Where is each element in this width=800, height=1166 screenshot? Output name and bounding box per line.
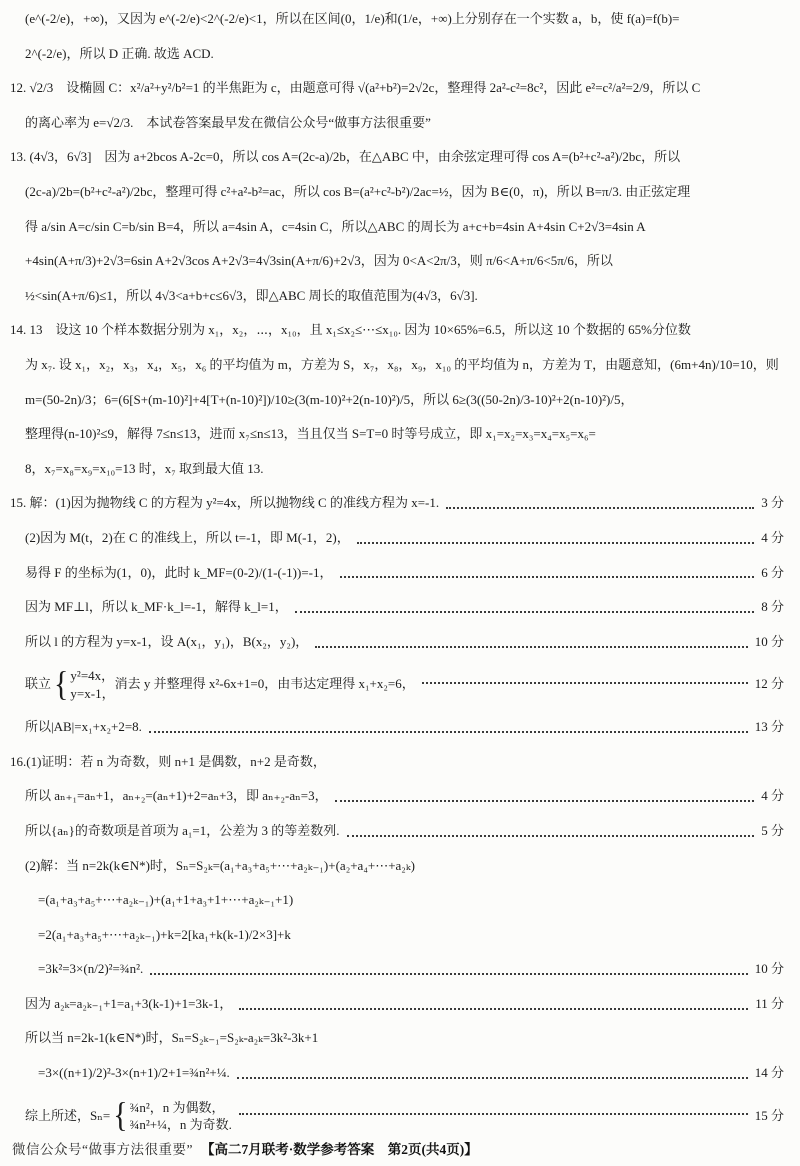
document-line bbox=[10, 995, 784, 1014]
dotted-leader bbox=[446, 507, 754, 509]
line-text: (e^(-2/e)，+∞)，又因为 e^(-2/e)<2^(-2/e)<1，所以在区间(0，1/e)和(1/e，+∞)上分别存在一个实数 a，b，使 f(a)=f(b)= bbox=[25, 11, 680, 26]
line-text: 16.(1)证明：若 n 为奇数，则 n+1 是偶数，n+2 是奇数， bbox=[10, 753, 326, 769]
document-line bbox=[10, 356, 784, 375]
document-line bbox=[10, 218, 784, 237]
line-text: 所以当 n=2k-1(k∈N*)时，Sₙ=S₂ₖ₋₁=S₂ₖ-a₂ₖ=3k²-3k+1 bbox=[25, 1030, 319, 1046]
score-label: 6 分 bbox=[761, 564, 784, 580]
document-line bbox=[10, 45, 784, 64]
dotted-leader bbox=[340, 576, 755, 578]
line-text: 综上所述，Sₙ= bbox=[25, 1107, 111, 1123]
document-line bbox=[10, 183, 784, 202]
line-text: 消去 y 并整理得 x²-6x+1=0，由韦达定理得 x₁+x₂=6， bbox=[114, 676, 415, 692]
document-line bbox=[10, 425, 784, 444]
document-line bbox=[10, 1064, 784, 1083]
line-text: 13. (4√3，6√3] 因为 a+2bcos A-2c=0，所以 cos A=(2c-a)/2b，在△ABC 中，由余弦定理可得 cos A=(b²+c²-a²)/2bc，所以 bbox=[10, 149, 681, 165]
dotted-leader bbox=[357, 542, 755, 544]
document-line bbox=[10, 598, 784, 617]
dotted-leader bbox=[295, 611, 755, 613]
document-line bbox=[10, 287, 784, 306]
line-text: 的离心率为 e=√2/3. 本试卷答案最早发在微信公众号“做事方法很重要” bbox=[25, 114, 431, 130]
document-line bbox=[10, 857, 784, 876]
cases-group bbox=[51, 667, 115, 702]
line-text: 为 x₇. 设 x₁，x₂，x₃，x₄，x₅，x₆ 的平均值为 m，方差为 S，x₇，x₈，x₉，x₁₀ 的平均值为 n，方差为 T，由题意知，(6m+4n)/10=10，则 bbox=[25, 356, 779, 372]
line-text: 因为 a₂ₖ=a₂ₖ₋₁+1=a₁+3(k-1)+1=3k-1， bbox=[25, 995, 233, 1011]
dotted-leader bbox=[315, 646, 747, 648]
document-line bbox=[10, 633, 784, 652]
brace-icon: { bbox=[113, 1096, 128, 1134]
score-label: 8 分 bbox=[761, 599, 784, 615]
line-text: 所以|AB|=x₁+x₂+2=8. bbox=[25, 719, 142, 735]
document-line bbox=[10, 753, 784, 772]
line-text: 所以 l 的方程为 y=x-1，设 A(x₁，y₁)，B(x₂，y₂)， bbox=[25, 633, 309, 649]
line-text: 8，x₇=x₈=x₉=x₁₀=13 时，x₇ 取到最大值 13. bbox=[25, 460, 264, 476]
document-line bbox=[10, 148, 784, 167]
line-text: 2^(-2/e)，所以 D 正确. 故选 ACD. bbox=[25, 45, 214, 61]
document-line bbox=[10, 1096, 784, 1134]
document-line bbox=[10, 822, 784, 841]
score-label: 5 分 bbox=[761, 822, 784, 838]
footer-exam-page-label: 【高二7月联考·数学参考答案 第2页(共4页)】 bbox=[200, 1142, 478, 1157]
line-text: 因为 MF⊥l，所以 k_MF·k_l=-1，解得 k_l=1， bbox=[25, 599, 288, 615]
document-line bbox=[10, 114, 784, 133]
score-label: 15 分 bbox=[754, 1107, 784, 1123]
brace-icon: { bbox=[54, 665, 69, 704]
dotted-leader bbox=[422, 682, 748, 684]
document-line bbox=[10, 252, 784, 271]
document-line bbox=[10, 667, 784, 702]
document-line bbox=[10, 391, 784, 410]
line-text: 所以{aₙ}的奇数项是首项为 a₁=1，公差为 3 的等差数列. bbox=[25, 822, 340, 838]
document-line bbox=[10, 1029, 784, 1048]
line-text: (2c-a)/2b=(b²+c²-a²)/2bc，整理可得 c²+a²-b²=ac，所以 cos B=(a²+c²-b²)/2ac=½，因为 B∈(0，π)，所以 B=π/3. 由正弦定理 bbox=[25, 183, 691, 199]
dotted-leader bbox=[237, 1077, 748, 1079]
case-row: y=x-1， bbox=[70, 685, 115, 701]
score-label: 4 分 bbox=[761, 529, 784, 545]
document-line bbox=[10, 79, 784, 98]
score-label: 10 分 bbox=[754, 633, 784, 649]
line-text: ½<sin(A+π/6)≤1，所以 4√3<a+b+c≤6√3，即△ABC 周长的取值范围为(4√3，6√3]. bbox=[25, 287, 478, 303]
score-label: 13 分 bbox=[754, 719, 784, 735]
dotted-leader bbox=[150, 973, 747, 975]
score-label: 4 分 bbox=[761, 788, 784, 804]
case-rows bbox=[130, 1099, 232, 1134]
line-text: +4sin(A+π/3)+2√3=6sin A+2√3cos A+2√3=4√3sin(A+π/6)+2√3，因为 0<A<2π/3，则 π/6<A+π/6<5π/6，所以 bbox=[25, 253, 613, 269]
case-row: ¾n²，n 为偶数， bbox=[129, 1099, 225, 1115]
score-label: 3 分 bbox=[761, 495, 784, 511]
line-text: (2)因为 M(t，2)在 C 的准线上，所以 t=-1，即 M(-1，2)， bbox=[25, 529, 350, 545]
line-text: 12. √2/3 设椭圆 C：x²/a²+y²/b²=1 的半焦距为 c，由题意可得 √(a²+b²)=2√2c，整理得 2a²-c²=8c²，因此 e²=c²/a²=2/9，所以 C bbox=[10, 80, 701, 96]
line-text: 15. 解：(1)因为抛物线 C 的方程为 y²=4x，所以抛物线 C 的准线方程为 x=-1. bbox=[10, 495, 440, 511]
line-text: 所以 aₙ₊₁=aₙ+1，aₙ₊₂=(aₙ+1)+2=aₙ+3，即 aₙ₊₂-aₙ=3， bbox=[25, 788, 328, 804]
line-text: 易得 F 的坐标为(1，0)，此时 k_MF=(0-2)/(1-(-1))=-1， bbox=[25, 564, 333, 580]
document-line bbox=[10, 460, 784, 479]
document-line bbox=[10, 321, 784, 340]
document-line bbox=[10, 718, 784, 737]
score-label: 11 分 bbox=[755, 995, 784, 1011]
score-label: 10 分 bbox=[754, 961, 784, 977]
document-line bbox=[10, 926, 784, 945]
document-line bbox=[10, 891, 784, 910]
document-line bbox=[10, 494, 784, 513]
document-line bbox=[10, 10, 784, 29]
dotted-leader bbox=[149, 731, 748, 733]
dotted-leader bbox=[239, 1113, 748, 1115]
line-text: =(a₁+a₃+a₅+⋯+a₂ₖ₋₁)+(a₁+1+a₃+1+⋯+a₂ₖ₋₁+1) bbox=[38, 892, 294, 908]
line-text: =3k²=3×(n/2)²=¾n². bbox=[38, 961, 144, 977]
case-row: ¾n²+¼，n 为奇数. bbox=[129, 1117, 232, 1133]
cases-group bbox=[110, 1096, 232, 1134]
line-text: =2(a₁+a₃+a₅+⋯+a₂ₖ₋₁)+k=2[ka₁+k(k-1)/2×3]+k bbox=[38, 926, 291, 942]
line-text: 得 a/sin A=c/sin C=b/sin B=4，所以 a=4sin A，c=4sin C，所以△ABC 的周长为 a+c+b=4sin A+4sin C+2√3=4sin A bbox=[25, 218, 646, 234]
case-rows bbox=[70, 667, 114, 702]
document-line bbox=[10, 529, 784, 548]
line-text: 整理得(n-10)²≤9，解得 7≤n≤13，进而 x₇≤n≤13，当且仅当 S=T=0 时等号成立，即 x₁=x₂=x₃=x₄=x₅=x₆= bbox=[25, 426, 596, 442]
line-text: m=(50-2n)/3；6=(6[S+(m-10)²]+4[T+(n-10)²])/10≥(3(m-10)²+2(n-10)²)/5，所以 6≥(3((50-2n)/3-10)²+2(n-10)²)/5， bbox=[25, 391, 634, 407]
answer-lines bbox=[10, 10, 784, 1134]
dotted-leader bbox=[335, 800, 755, 802]
footer-wechat-label: 微信公众号“做事方法很重要” bbox=[12, 1142, 193, 1157]
score-label: 12 分 bbox=[754, 676, 784, 692]
case-row: y²=4x， bbox=[70, 668, 115, 684]
line-text: 14. 13 设这 10 个样本数据分别为 x₁，x₂，⋯，x₁₀，且 x₁≤x₂≤⋯≤x₁₀. 因为 10×65%=6.5，所以这 10 个数据的 65%分位数 bbox=[10, 322, 691, 338]
page-footer bbox=[10, 1134, 784, 1162]
dotted-leader bbox=[347, 835, 755, 837]
line-text: 联立 bbox=[25, 676, 52, 692]
line-text: =3×((n+1)/2)²-3×(n+1)/2+1=¾n²+¼. bbox=[38, 1065, 230, 1081]
document-line bbox=[10, 960, 784, 979]
score-label: 14 分 bbox=[754, 1065, 784, 1081]
document-line bbox=[10, 787, 784, 806]
dotted-leader bbox=[239, 1008, 748, 1010]
document-line bbox=[10, 564, 784, 583]
line-text: (2)解：当 n=2k(k∈N*)时，Sₙ=S₂ₖ=(a₁+a₃+a₅+⋯+a₂ₖ₋₁)+(a₂+a₄+⋯+a₂ₖ) bbox=[25, 857, 415, 873]
